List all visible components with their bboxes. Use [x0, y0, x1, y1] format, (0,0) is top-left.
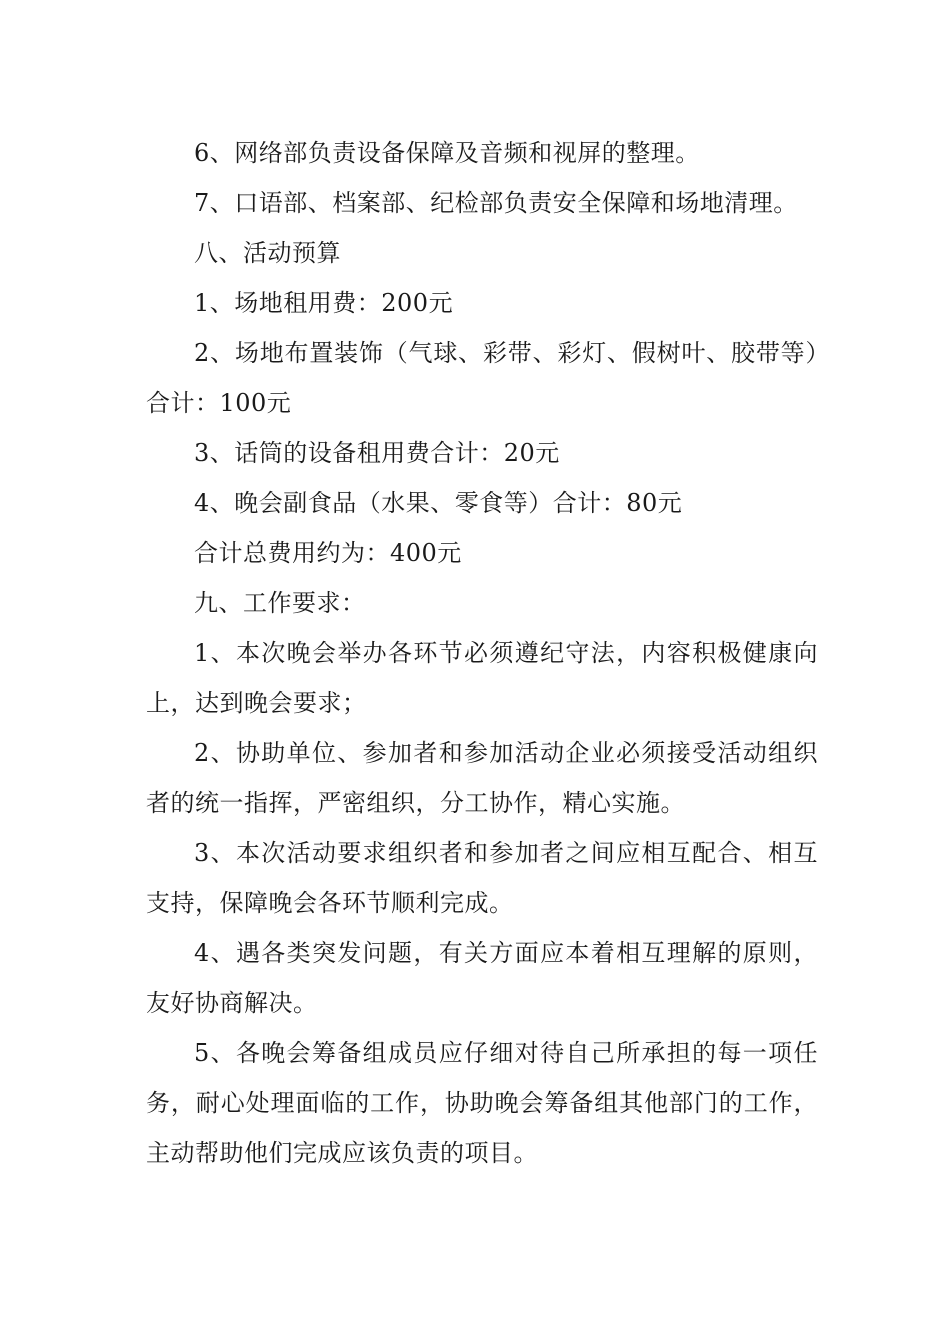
budget-item-microphone: 3、话筒的设备租用费合计：20元	[194, 439, 560, 467]
budget-total: 合计总费用约为：400元	[194, 539, 462, 567]
budget-item-food: 4、晚会副食品（水果、零食等）合计：80元	[194, 489, 683, 517]
paragraph-network-dept: 6、网络部负责设备保障及音频和视屏的整理。	[194, 139, 700, 167]
requirement-item-1: 1、本次晚会举办各环节必须遵纪守法，内容积极健康向上，达到晚会要求；	[146, 639, 818, 717]
budget-item-venue: 1、场地租用费：200元	[194, 289, 454, 317]
requirement-item-3: 3、本次活动要求组织者和参加者之间应相互配合、相互支持，保障晚会各环节顺利完成。	[146, 839, 818, 917]
requirement-item-5: 5、各晚会筹备组成员应仔细对待自己所承担的每一项任务，耐心处理面临的工作，协助晚会筹备组其他部门的工作，主动帮助他们完成应该负责的项目。	[146, 1039, 818, 1167]
section-heading-requirements: 九、工作要求：	[194, 589, 366, 617]
requirement-item-2: 2、协助单位、参加者和参加活动企业必须接受活动组织者的统一指挥，严密组织，分工协作，精心实施。	[146, 739, 818, 817]
requirement-item-4: 4、遇各类突发问题，有关方面应本着相互理解的原则，友好协商解决。	[146, 939, 818, 1017]
section-heading-budget: 八、活动预算	[194, 239, 341, 267]
budget-item-decoration: 2、场地布置装饰（气球、彩带、彩灯、假树叶、胶带等）合计：100元	[146, 339, 818, 417]
paragraph-oral-archive-dept: 7、口语部、档案部、纪检部负责安全保障和场地清理。	[194, 189, 798, 217]
document-body	[146, 128, 818, 1178]
